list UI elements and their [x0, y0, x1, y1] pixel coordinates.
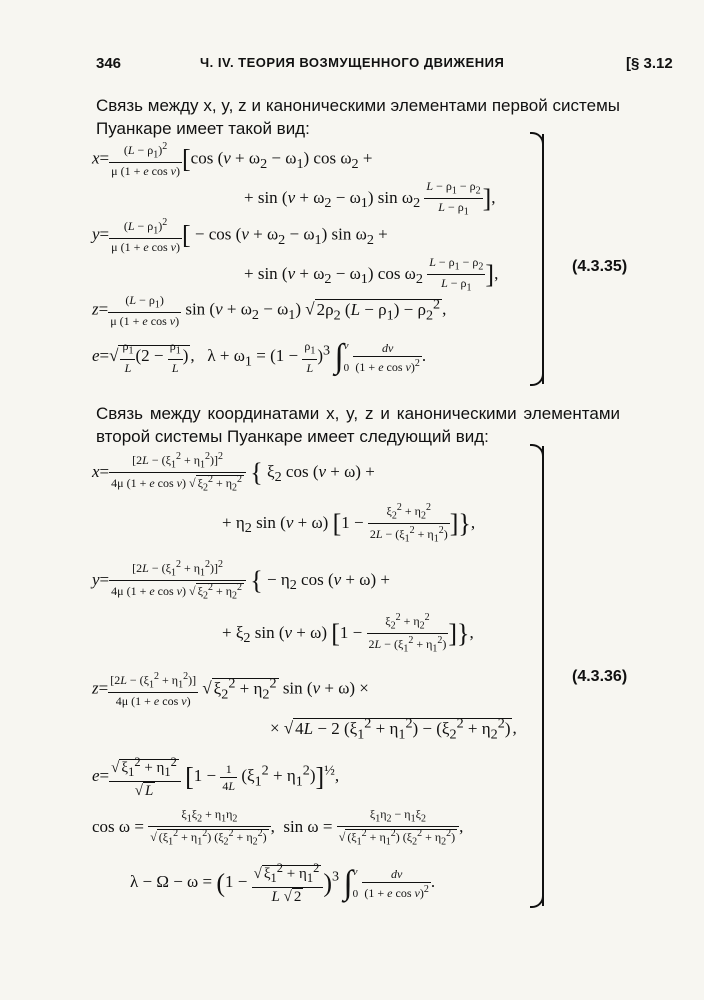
eq-4-3-35-e-lambda: e=√ $\frac{\rho_1}{L}$ (2 − $\frac{\rho_1}{L}$ ) , $\lambda + \omega_1 = (1$ − $\frac{\rho_1}{L}$ )$^3$ ∫ v 0 $\frac{dv}{(1 + e \cos v)^2}$ .	[92, 338, 427, 375]
eq-4-3-35-y-line1: y= $\frac{(L - \rho_1)^2}{\text{μ (1 + e cos v)}}$ [ − $\cos (v + \omega_2 - \omega_1)$ $\sin \omega_2$ +	[92, 217, 388, 255]
eq-4-3-35-x-line1: x= $\frac{(L - \rho_1)^2}{\text{μ (1 + e cos v)}}$ [cos $(v + \omega_2 - \omega_1)$ $\cos \omega_2$ +	[92, 141, 373, 179]
paragraph-2: Связь между координатами x, y, z и каноническими элементами второй системы Пуанкаре имеет следующий вид:	[96, 404, 620, 446]
eq-4-3-36-y-line2: + $\xi_2$ sin (v + ω) [1 − $\frac{\xi_2^2 + \eta_2^2}{2L - (\xi_1^2 + \eta_1^2)}$ ]},	[222, 612, 474, 655]
paragraph-1: Связь между x, y, z и каноническими элементами первой системы Пуанкаре имеет такой вид:	[96, 96, 620, 138]
running-title: Ч. IV. ТЕОРИЯ ВОЗМУЩЕННОГО ДВИЖЕНИЯ	[200, 55, 505, 70]
eq-4-3-35-z: z= $\frac{(L - \rho_1)}{\text{μ (1 + e cos v)}}$ $\sin (v + \omega_2 - \omega_1)$ √ $2\rho_2$ $(L - \rho_1) - \rho_2^2$ ,	[92, 293, 447, 329]
eq-4-3-36-y-line1: y= $\frac{[2L - (\xi_1^2 + \eta_1^2)]^2}{4\mu (1 + e \cos v) √ \xi_2^2 + \eta_2^2}$ { − $\eta_2$ cos (v + ω) +	[92, 559, 390, 602]
eq-4-3-36-z-line1: z= $\frac{[2L - (\xi_1^2 + \eta_1^2)]}{\text{4μ (1 + e cos v)}}$ √ $\xi_2^2 + \eta_2^2$ sin (v + ω) ×	[92, 671, 369, 709]
eq-4-3-35-x-line2: + $\sin (v + \omega_2 - \omega_1)$ $\sin \omega_2$ $\frac{L - \rho_1 - \rho_2}{L - \rho_1}$ ],	[244, 179, 496, 218]
eq-4-3-36-x-line1: x= $\frac{[2L - (\xi_1^2 + \eta_1^2)]^2}{4\mu (1 + e \cos v) √ \xi_2^2 + \eta_2^2}$ { $\xi_2$ cos (v + ω) +	[92, 451, 375, 494]
eq-4-3-36-e: e= $\frac{√ \xi_1^2 + \eta_1^2}{√ L}$ [1 − $\frac{1}{4L}$ $(\xi_1^2 + \eta_1^2)]^{\frac{1}{2}}$,	[92, 755, 340, 799]
equation-number-4-3-36: (4.3.36)	[572, 668, 628, 685]
eq-4-3-36-lambda: λ − Ω − ω = (1 − $\frac{√ \xi_1^2 + \eta_1^2}{L √ 2}$ )$^3$ ∫ v 0 $\frac{dv}{(1 + e \cos v)^2}$ .	[130, 861, 436, 905]
brace-4-3-35	[530, 134, 544, 384]
eq-4-3-35-y-line2: + $\sin (v + \omega_2 - \omega_1)$ $\cos \omega_2$ $\frac{L - \rho_1 - \rho_2}{L - \rho_1}$ ],	[244, 255, 499, 294]
eq-4-3-36-cos-sin: cos ω = $\frac{\xi_1\xi_2 + \eta_1\eta_2}{√ (\xi_1^2 + \eta_1^2) (\xi_2^2 + \eta_2^2)}$ , sin ω = $\frac{\xi_1\eta_2 - \eta_1\xi_2}{√ (\xi_1^2 + \eta_1^2) (\xi_2^2 + \eta_2^2)}$ ,	[92, 807, 464, 848]
brace-4-3-36	[530, 446, 544, 906]
page-number: 346	[96, 55, 122, 72]
equation-number-4-3-35: (4.3.35)	[572, 258, 628, 275]
eq-4-3-36-z-line2: × √ 4L − 2 $(\xi_1^2 + \eta_1^2) - (\xi_2^2 + \eta_2^2)$ ,	[270, 715, 517, 743]
eq-4-3-36-x-line2: + $\eta_2$ sin (v + ω) [1 − $\frac{\xi_2^2 + \eta_2^2}{2L - (\xi_1^2 + \eta_1^2)}$ ]},	[222, 502, 476, 545]
section-ref: [§ 3.12	[626, 55, 673, 72]
